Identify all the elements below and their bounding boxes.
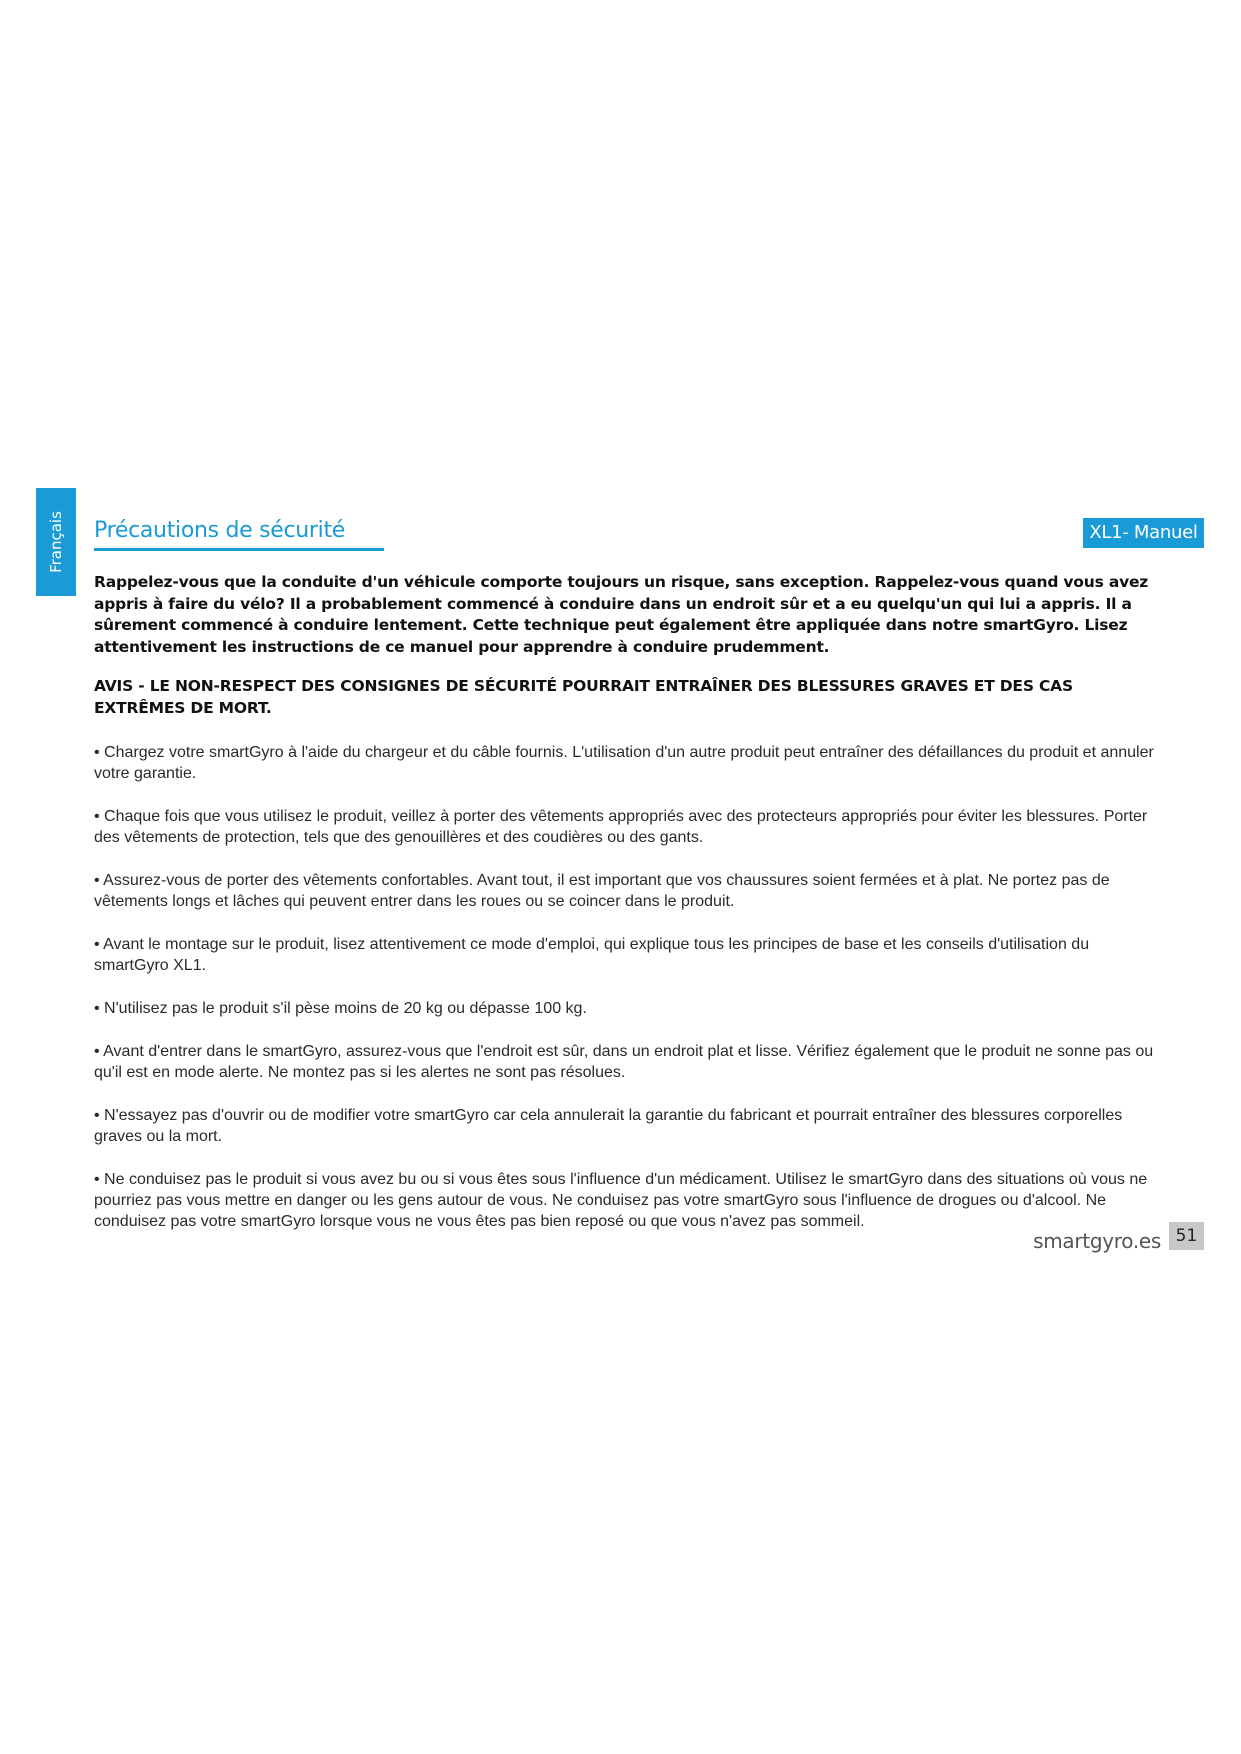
page-number: 51 bbox=[1169, 1222, 1204, 1250]
list-item: • Avant le montage sur le produit, lisez attentivement ce mode d'emploi, qui explique tous les principes de base et les conseils d'utilisation du smartGyro XL1. bbox=[94, 936, 1090, 974]
page-content bbox=[94, 572, 1159, 1232]
safety-list bbox=[94, 742, 1159, 1232]
list-item: • Chaque fois que vous utilisez le produit, veillez à porter des vêtements appropriés avec des protecteurs appropriés pour éviter les blessures. Porter des vêtements de protection, tels que des genouillères et des coudières ou des gants. bbox=[94, 808, 1148, 846]
website-url: smartgyro.es bbox=[1033, 1229, 1161, 1253]
intro-paragraph: Rappelez-vous que la conduite d'un véhicule comporte toujours un risque, sans exception. Rappelez-vous quand vous avez appris à faire du vélo? Il a probablement commencé à conduire dans un endroit sûr et a eu quelqu'un qui lui a appris. Il a sûrement commencé à conduire lentement. Cette technique peut également être appliquée dans notre smartGyro. Lisez attentivement les instructions de ce manuel pour apprendre à conduire prudemment. bbox=[94, 573, 1149, 656]
page-title: Précautions de sécurité bbox=[94, 518, 346, 543]
list-item: • Ne conduisez pas le produit si vous avez bu ou si vous êtes sous l'influence d'un médicament. Utilisez le smartGyro dans des situations où vous ne pourriez pas vous mettre en danger ou les gens autour de vous. Ne conduisez pas votre smartGyro sous l'influence de drogues ou d'alcool. Ne conduisez pas votre smartGyro lorsque vous ne vous êtes pas bien reposé ou que vous n'avez pas sommeil. bbox=[94, 1171, 1148, 1230]
list-item: • Avant d'entrer dans le smartGyro, assurez-vous que l'endroit est sûr, dans un endroit plat et lisse. Vérifiez également que le produit ne sonne pas ou qu'il est en mode alerte. Ne montez pas si les alertes ne sont pas résolues. bbox=[94, 1043, 1154, 1081]
warning-paragraph: AVIS - LE NON-RESPECT DES CONSIGNES DE SÉCURITÉ POURRAIT ENTRAÎNER DES BLESSURES GRAVES ET DES CAS EXTRÊMES DE MORT. bbox=[94, 677, 1073, 717]
language-label: Français bbox=[47, 511, 65, 573]
list-item: • Assurez-vous de porter des vêtements confortables. Avant tout, il est important que vos chaussures soient fermées et à plat. Ne portez pas de vêtements longs et lâches qui peuvent entrer dans les roues ou se coincer dans le produit. bbox=[94, 872, 1110, 910]
list-item: • Chargez votre smartGyro à l'aide du chargeur et du câble fournis. L'utilisation d'un autre produit peut entraîner des défaillances du produit et annuler votre garantie. bbox=[94, 744, 1154, 782]
list-item: • N'utilisez pas le produit s'il pèse moins de 20 kg ou dépasse 100 kg. bbox=[94, 1000, 587, 1017]
title-underline bbox=[94, 548, 384, 551]
manual-badge: XL1- Manuel bbox=[1083, 518, 1204, 548]
list-item: • N'essayez pas d'ouvrir ou de modifier votre smartGyro car cela annulerait la garantie du fabricant et pourrait entraîner des blessures corporelles graves ou la mort. bbox=[94, 1107, 1123, 1145]
